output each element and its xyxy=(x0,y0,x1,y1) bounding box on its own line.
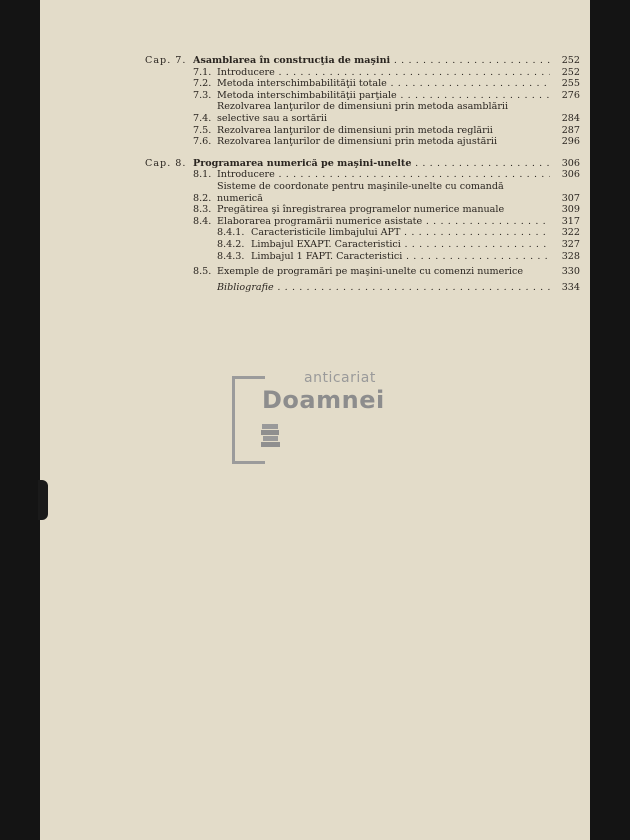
toc-section-8-5 xyxy=(145,266,580,278)
page-number: 307 xyxy=(561,192,580,204)
chapter-title: Programarea numerică pe maşini-unelte . . . xyxy=(193,158,550,170)
toc-section-8-1 xyxy=(145,169,580,181)
section-number: 7.3. xyxy=(193,89,212,101)
page-number: 252 xyxy=(561,66,580,78)
section-number: 8.1. xyxy=(193,169,212,181)
toc-section-8-2 xyxy=(145,181,580,204)
page-number: 317 xyxy=(561,215,580,227)
toc-section-7-4 xyxy=(145,101,580,124)
page-number: 287 xyxy=(561,124,580,136)
table-of-contents xyxy=(145,55,580,293)
page-number: 327 xyxy=(561,238,580,250)
subsection-title: Limbajul 1 FAPT. Caracteristici . . . xyxy=(251,251,550,263)
subsection-title: Limbajul EXAPT. Caracteristici . . . xyxy=(251,239,550,251)
page-number: 306 xyxy=(561,157,580,169)
section-number: 7.2. xyxy=(193,78,212,90)
chapter-label: Cap. 8. xyxy=(145,157,187,169)
section-title: Sisteme de coordonate pentru maşinile-unelte cu comandă numerică xyxy=(217,180,504,204)
subsection-title: Caracteristicile limbajului APT . . . xyxy=(251,227,550,239)
toc-section-7-6 xyxy=(145,136,580,148)
section-title: Rezolvarea lanţurilor de dimensiuni prin metoda ajustării xyxy=(217,136,498,148)
toc-section-7-2 xyxy=(145,78,580,90)
page-number: 296 xyxy=(561,136,580,148)
toc-subsection-8-4-2 xyxy=(145,239,580,251)
toc-section-7-5 xyxy=(145,125,580,137)
page-number: 330 xyxy=(561,266,580,278)
page-number: 284 xyxy=(561,112,580,124)
book-page xyxy=(40,0,590,840)
page-number: 252 xyxy=(561,55,580,66)
section-title: Elaborarea programării numerice asistate . . . xyxy=(217,216,550,228)
section-number: 8.4. xyxy=(193,215,212,227)
section-title: Rezolvarea lanţurilor de dimensiuni prin metoda asamblării selective sau a sortării xyxy=(217,101,509,124)
section-number: 8.2. xyxy=(193,192,212,204)
page-number: 255 xyxy=(561,78,580,90)
section-number: 7.5. xyxy=(193,124,212,136)
section-title: Introducere . . . xyxy=(217,169,550,181)
section-title: Pregătirea şi înregistrarea programelor numerice manuale xyxy=(217,204,505,216)
toc-section-8-3 xyxy=(145,204,580,216)
page-number: 334 xyxy=(561,281,580,293)
page-number: 309 xyxy=(561,204,580,216)
bibliography-title: Bibliografie . . . xyxy=(217,282,550,294)
section-number: 7.6. xyxy=(193,136,212,148)
watermark-small-text: anticariat xyxy=(304,370,376,386)
section-title: Introducere . . . xyxy=(217,67,550,79)
watermark-frame xyxy=(232,376,265,464)
toc-chapter-7 xyxy=(145,55,580,67)
page-number: 328 xyxy=(561,250,580,262)
page-number: 306 xyxy=(561,169,580,181)
toc-subsection-8-4-3 xyxy=(145,251,580,263)
subsection-number: 8.4.3. xyxy=(217,250,245,262)
chapter-label: Cap. 7. xyxy=(145,55,187,66)
toc-subsection-8-4-1 xyxy=(145,227,580,239)
page-edge-shadow xyxy=(38,480,48,520)
section-number: 8.5. xyxy=(193,266,212,278)
toc-section-7-3 xyxy=(145,90,580,102)
section-title: Metoda interschimbabilităţii parţiale . . . xyxy=(217,90,550,102)
section-number: 7.4. xyxy=(193,112,212,124)
subsection-number: 8.4.1. xyxy=(217,227,245,239)
books-stack-icon xyxy=(260,422,282,448)
toc-section-7-1 xyxy=(145,67,580,79)
section-number: 8.3. xyxy=(193,204,212,216)
section-title: Rezolvarea lanţurilor de dimensiuni prin metoda reglării xyxy=(217,124,493,136)
page-number: 322 xyxy=(561,227,580,239)
chapter-title: Asamblarea în construcţia de maşini . . . xyxy=(193,55,550,67)
toc-section-8-4 xyxy=(145,216,580,228)
watermark-logo xyxy=(232,370,407,465)
subsection-number: 8.4.2. xyxy=(217,238,245,250)
watermark-big-text: Doamnei xyxy=(262,386,385,414)
toc-chapter-8 xyxy=(145,158,580,170)
section-number: 7.1. xyxy=(193,66,212,78)
page-number: 276 xyxy=(561,89,580,101)
section-title: Exemple de programări pe maşini-unelte cu comenzi numerice xyxy=(217,266,524,278)
section-title: Metoda interschimbabilităţii totale . . . xyxy=(217,78,550,90)
toc-bibliography xyxy=(145,282,580,294)
